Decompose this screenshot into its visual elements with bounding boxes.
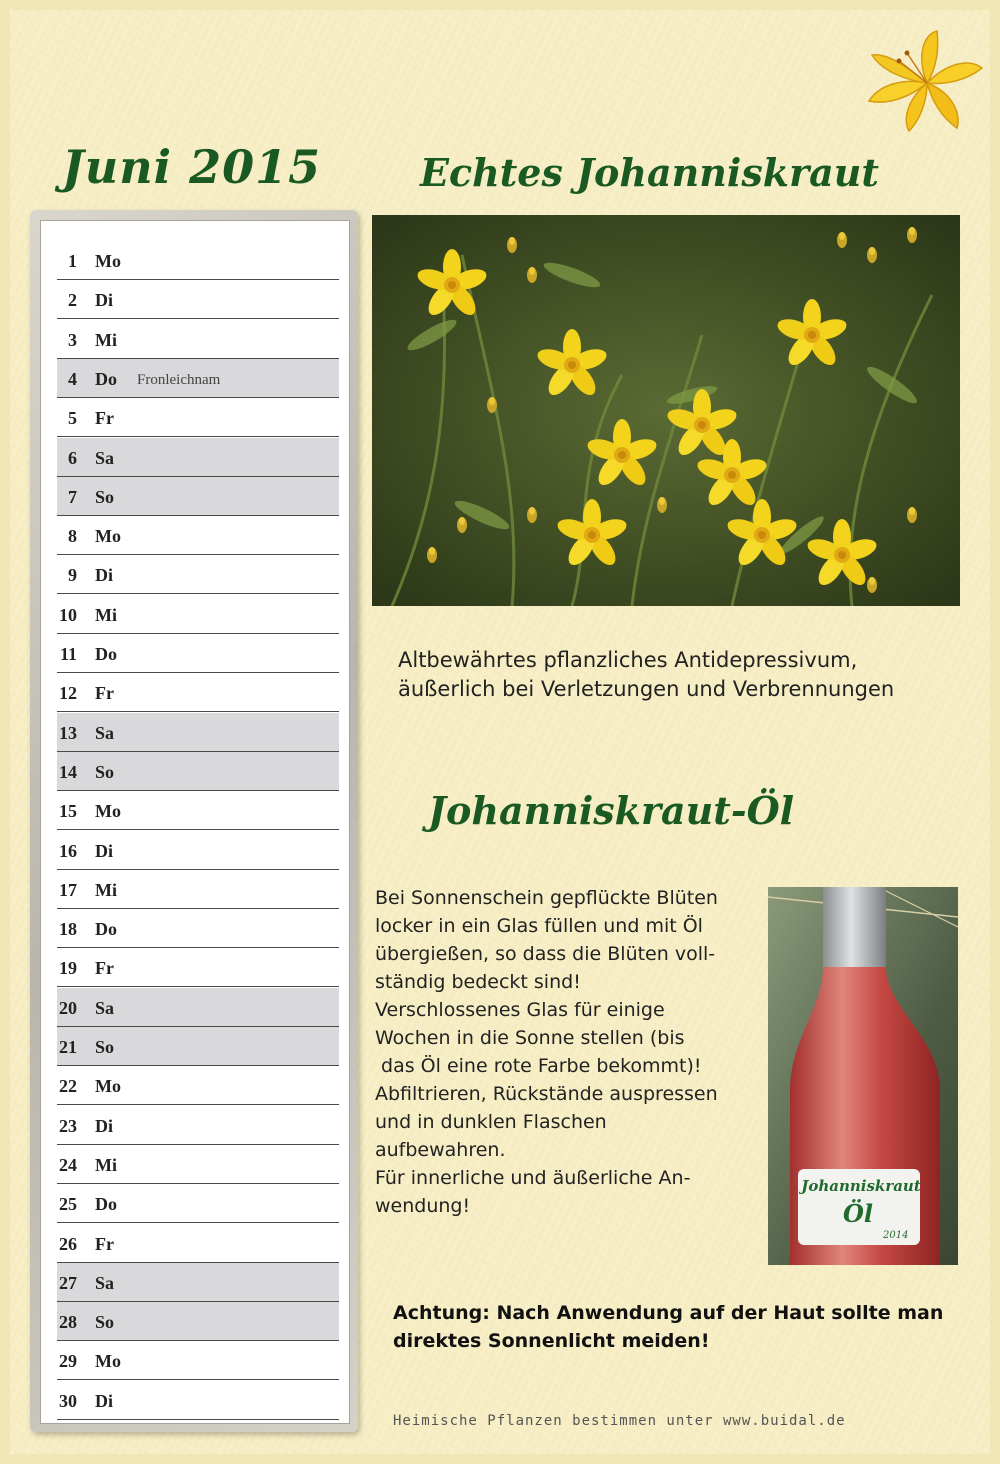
recipe-line: Wochen in die Sonne stellen (bis (375, 1027, 685, 1049)
day-number: 21 (59, 1037, 77, 1057)
weekday-label: Mo (95, 251, 121, 271)
oil-title: Johanniskraut-Öl (428, 788, 795, 833)
plant-title: Echtes Johanniskraut (420, 150, 879, 195)
intro-text (398, 646, 968, 704)
warning-line: direktes Sonnenlicht meiden! (393, 1330, 710, 1352)
calendar-day-row (57, 320, 339, 359)
weekday-label: Sa (95, 997, 115, 1018)
intro-line: Altbewährtes pflanzliches Antidepressivum, (398, 648, 858, 672)
day-number: 16 (59, 840, 77, 861)
recipe-line: übergießen, so dass die Blüten voll- (375, 943, 716, 965)
weekday-label: Fr (95, 408, 114, 429)
day-number: 5 (68, 408, 77, 429)
warning-text (393, 1299, 973, 1355)
calendar-day-row (57, 831, 339, 870)
month-title: Juni 2015 (62, 140, 322, 194)
day-number: 9 (68, 565, 77, 586)
day-number: 24 (59, 1154, 77, 1175)
calendar-list (40, 220, 350, 1424)
recipe-line: wendung! (375, 1195, 471, 1217)
day-number: 1 (68, 251, 77, 271)
calendar-day-row (57, 1341, 339, 1380)
day-number: 4 (68, 368, 77, 389)
day-number: 23 (59, 1115, 77, 1136)
flower-photo (372, 215, 960, 606)
day-number: 27 (59, 1272, 77, 1293)
weekday-label: Fr (95, 683, 114, 704)
weekday-label: So (95, 486, 115, 507)
calendar-day-row (57, 438, 339, 477)
calendar-day-row (57, 1145, 339, 1184)
weekday-label: Fr (95, 958, 114, 979)
weekday-label: Sa (95, 722, 115, 743)
weekday-label: Mi (95, 879, 117, 900)
recipe-line: Für innerliche und äußerliche An- (375, 1167, 691, 1189)
weekday-label: Di (95, 565, 113, 586)
weekday-label: Do (95, 919, 117, 940)
recipe-text (375, 884, 760, 1220)
calendar-day-row (57, 634, 339, 673)
weekday-label: Do (95, 1194, 117, 1215)
weekday-label: Mo (95, 526, 121, 547)
weekday-label: Mo (95, 801, 121, 822)
recipe-line: ständig bedeckt sind! (375, 971, 581, 993)
calendar-day-row (57, 595, 339, 634)
calendar-frame (30, 210, 358, 1432)
recipe-line: Verschlossenes Glas für einige (375, 999, 665, 1021)
weekday-label: Sa (95, 1272, 115, 1293)
calendar-day-row (57, 1224, 339, 1263)
calendar-day-row (57, 909, 339, 948)
weekday-label: Mo (95, 1076, 121, 1097)
calendar-day-row (57, 948, 339, 987)
calendar-day-row (57, 280, 339, 319)
weekday-label: Fr (95, 1233, 114, 1254)
calendar-day-row (57, 1106, 339, 1145)
day-number: 19 (59, 958, 77, 979)
day-number: 11 (59, 644, 77, 664)
lily-flower-icon (865, 28, 990, 133)
calendar-day-row (57, 1263, 339, 1302)
day-number: 28 (59, 1312, 77, 1333)
calendar-day-row (57, 516, 339, 555)
weekday-label: So (95, 761, 115, 782)
recipe-line: Abfiltrieren, Rückstände auspressen (375, 1083, 718, 1105)
weekday-label: Do (95, 368, 117, 389)
calendar-day-row (57, 555, 339, 594)
day-number: 30 (59, 1390, 77, 1411)
day-number: 17 (59, 879, 77, 900)
day-number: 14 (59, 761, 77, 782)
day-number: 25 (59, 1194, 77, 1215)
weekday-label: Mi (95, 604, 117, 625)
bottle-label-text: Johanniskraut (801, 1177, 921, 1195)
day-number: 18 (59, 919, 77, 940)
recipe-line: und in dunklen Flaschen (375, 1111, 607, 1133)
calendar-day-row (57, 1381, 339, 1420)
day-number: 3 (68, 329, 77, 350)
calendar-day-row (57, 752, 339, 791)
calendar-day-row (57, 791, 339, 830)
weekday-label: So (95, 1312, 115, 1333)
day-number: 8 (68, 526, 77, 547)
calendar-day-row (57, 988, 339, 1027)
day-number: 29 (59, 1351, 77, 1372)
holiday-note: Fronleichnam (137, 371, 221, 388)
day-number: 20 (59, 997, 77, 1018)
day-number: 13 (59, 722, 77, 743)
weekday-label: Do (95, 644, 117, 664)
recipe-line: aufbewahren. (375, 1139, 506, 1161)
oil-bottle-photo (768, 887, 958, 1265)
day-number: 12 (59, 683, 77, 704)
calendar-day-row (57, 359, 339, 398)
bottle-label-year: 2014 (883, 1230, 909, 1241)
weekday-label: Di (95, 840, 113, 861)
calendar-day-row (57, 1184, 339, 1223)
day-number: 22 (59, 1076, 77, 1097)
calendar-day-row (57, 673, 339, 712)
recipe-line: locker in ein Glas füllen und mit Öl (375, 915, 703, 937)
weekday-label: Mo (95, 1351, 121, 1372)
day-number: 7 (68, 486, 77, 507)
weekday-label: Di (95, 1115, 113, 1136)
intro-line: äußerlich bei Verletzungen und Verbrennungen (398, 677, 895, 701)
calendar-day-row (57, 870, 339, 909)
weekday-label: So (95, 1037, 115, 1057)
calendar-day-row (57, 713, 339, 752)
calendar-day-row (57, 477, 339, 516)
bottle-label-oil: Öl (842, 1199, 874, 1228)
day-number: 6 (68, 447, 77, 468)
weekday-label: Sa (95, 447, 115, 468)
weekday-label: Mi (95, 1154, 117, 1175)
calendar-day-row (57, 1027, 339, 1066)
day-number: 10 (59, 604, 77, 625)
calendar-day-row (57, 1302, 339, 1341)
day-number: 15 (59, 801, 77, 822)
day-number: 2 (68, 290, 77, 311)
weekday-label: Mi (95, 329, 117, 350)
recipe-line: das Öl eine rote Farbe bekommt)! (375, 1055, 702, 1077)
recipe-line: Bei Sonnenschein gepflückte Blüten (375, 887, 718, 909)
day-number: 26 (59, 1233, 77, 1254)
warning-line: Achtung: Nach Anwendung auf der Haut sollte man (393, 1302, 944, 1324)
weekday-label: Di (95, 1390, 113, 1411)
footer-credit: Heimische Pflanzen bestimmen unter www.buidal.de (393, 1413, 846, 1429)
calendar-day-row (57, 1066, 339, 1105)
calendar-day-row (57, 241, 339, 280)
calendar-day-row (57, 398, 339, 437)
weekday-label: Di (95, 290, 113, 311)
